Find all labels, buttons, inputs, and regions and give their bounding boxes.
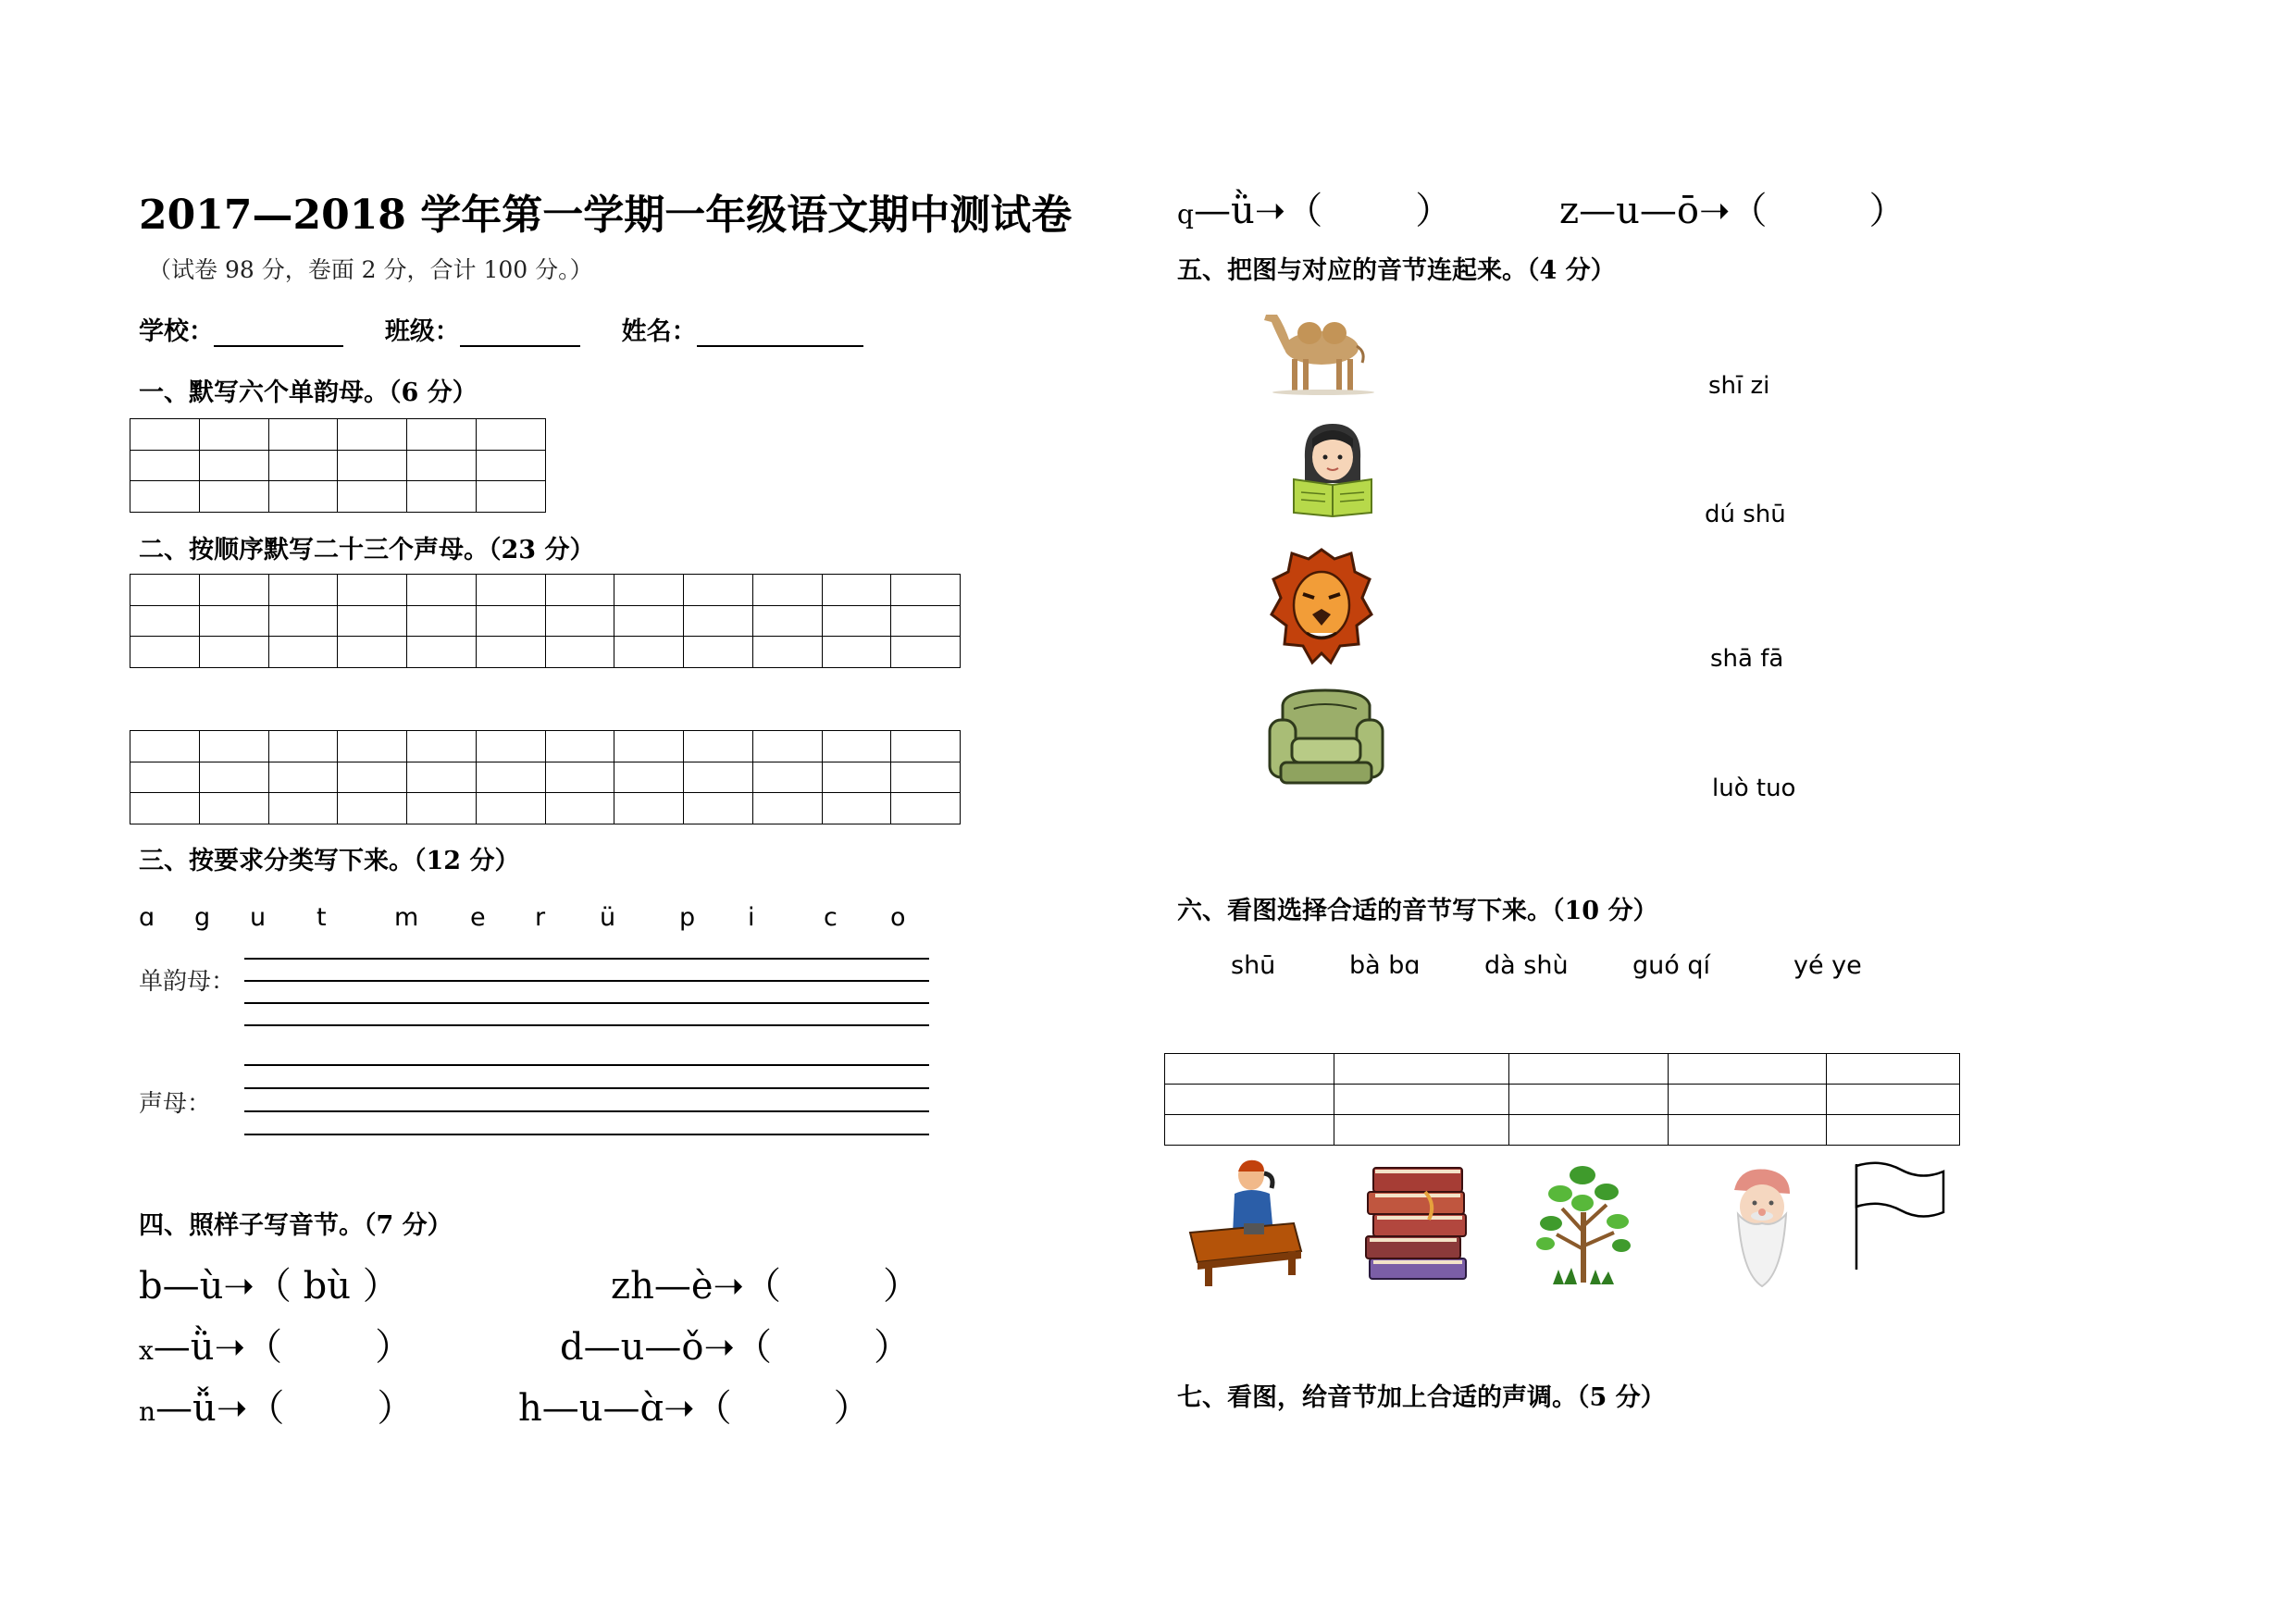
example-row-4a: q—ǜ➝（ ） — [1177, 190, 1453, 232]
example-answer: bù — [303, 1265, 351, 1308]
letter-10: i — [748, 903, 755, 932]
example-row-2b: d—u—ǒ➝（ ） — [560, 1326, 911, 1369]
example-row-3a: n—ǚ➝（ ） — [139, 1387, 415, 1430]
example-row-1b: zh—è➝（ ） — [611, 1265, 921, 1308]
match-pinyin-1[interactable]: shī zi — [1708, 372, 1770, 400]
letter-8: ü — [600, 903, 616, 932]
class-label: 班级： — [384, 317, 460, 346]
section-7-heading: 七、看图，给音节加上合适的声调。（5 分） — [1177, 1383, 1666, 1412]
student-info — [139, 311, 863, 347]
consonant-grid-1[interactable] — [130, 574, 961, 668]
book-stack-icon — [1360, 1159, 1475, 1286]
vowel-line-3[interactable] — [244, 1002, 929, 1004]
vowel-line-4[interactable] — [244, 1024, 929, 1026]
grandpa-icon — [1721, 1162, 1803, 1290]
camel-icon — [1259, 304, 1379, 396]
letter-11: c — [824, 903, 838, 932]
section-2-heading: 二、按顺序默写二十三个声母。（23 分） — [139, 536, 595, 564]
match-pinyin-2[interactable]: dú shū — [1705, 501, 1786, 528]
example-row-1a: b—ù➝（ bù ） — [139, 1265, 400, 1308]
consonant-line-2[interactable] — [244, 1087, 929, 1089]
page-title: 2017—2018 学年第一学期一年级语文期中测试卷 — [139, 192, 1073, 239]
section-6-heading: 六、看图选择合适的音节写下来。（10 分） — [1177, 897, 1658, 925]
option-4: guó qí — [1632, 951, 1710, 980]
lion-icon — [1270, 546, 1373, 666]
consonant-label: 声母： — [139, 1090, 212, 1118]
sofa-icon — [1266, 687, 1386, 796]
vowel-line-2[interactable] — [244, 980, 929, 982]
consonant-grid-2[interactable] — [130, 730, 961, 824]
girl-reading-icon — [1288, 418, 1377, 518]
example-row-3b: h—u—ɑ̀➝（ ） — [518, 1387, 871, 1430]
example-row-2a: x—ǜ➝（ ） — [139, 1326, 413, 1369]
letter-1: ɑ — [139, 903, 155, 932]
score-note: （试卷 98 分，卷面 2 分，合计 100 分。） — [148, 256, 593, 283]
consonant-line-4[interactable] — [244, 1134, 929, 1135]
match-pinyin-4[interactable]: luò tuo — [1712, 775, 1796, 802]
section-1-heading: 一、默写六个单韵母。（6 分） — [139, 378, 478, 407]
letter-7: r — [535, 903, 546, 932]
option-5: yé ye — [1793, 951, 1862, 980]
section-5-heading: 五、把图与对应的音节连起来。（4 分） — [1177, 256, 1616, 285]
flag-icon — [1851, 1160, 1953, 1271]
option-3: dà shù — [1484, 951, 1569, 980]
vowel-label: 单韵母： — [139, 968, 236, 996]
letter-9: p — [679, 903, 696, 932]
section-3-heading: 三、按要求分类写下来。（12 分） — [139, 847, 520, 875]
school-label: 学校： — [139, 317, 214, 346]
school-field[interactable] — [214, 319, 343, 347]
letter-6: e — [470, 903, 486, 932]
name-field[interactable] — [697, 319, 863, 347]
option-1: shū — [1231, 951, 1276, 980]
letter-5: m — [394, 903, 419, 932]
man-on-phone-icon — [1186, 1155, 1309, 1290]
vowel-writing-grid[interactable] — [130, 418, 546, 513]
letter-3: u — [250, 903, 267, 932]
letter-12: o — [890, 903, 906, 932]
letter-2: g — [194, 903, 211, 932]
class-field[interactable] — [460, 319, 580, 347]
answer-grid[interactable] — [1164, 1053, 1960, 1146]
match-pinyin-3[interactable]: shā fā — [1710, 645, 1784, 673]
section-4-heading: 四、照样子写音节。（7 分） — [139, 1211, 453, 1240]
example-row-4b: z—u—ō➝（ ） — [1559, 190, 1906, 232]
consonant-line-3[interactable] — [244, 1110, 929, 1112]
vowel-line-1[interactable] — [244, 958, 929, 960]
name-label: 姓名： — [621, 317, 697, 346]
letter-4: t — [316, 903, 327, 932]
option-2: bà bɑ — [1349, 951, 1421, 980]
tree-icon — [1529, 1157, 1638, 1286]
consonant-line-1[interactable] — [244, 1064, 929, 1066]
